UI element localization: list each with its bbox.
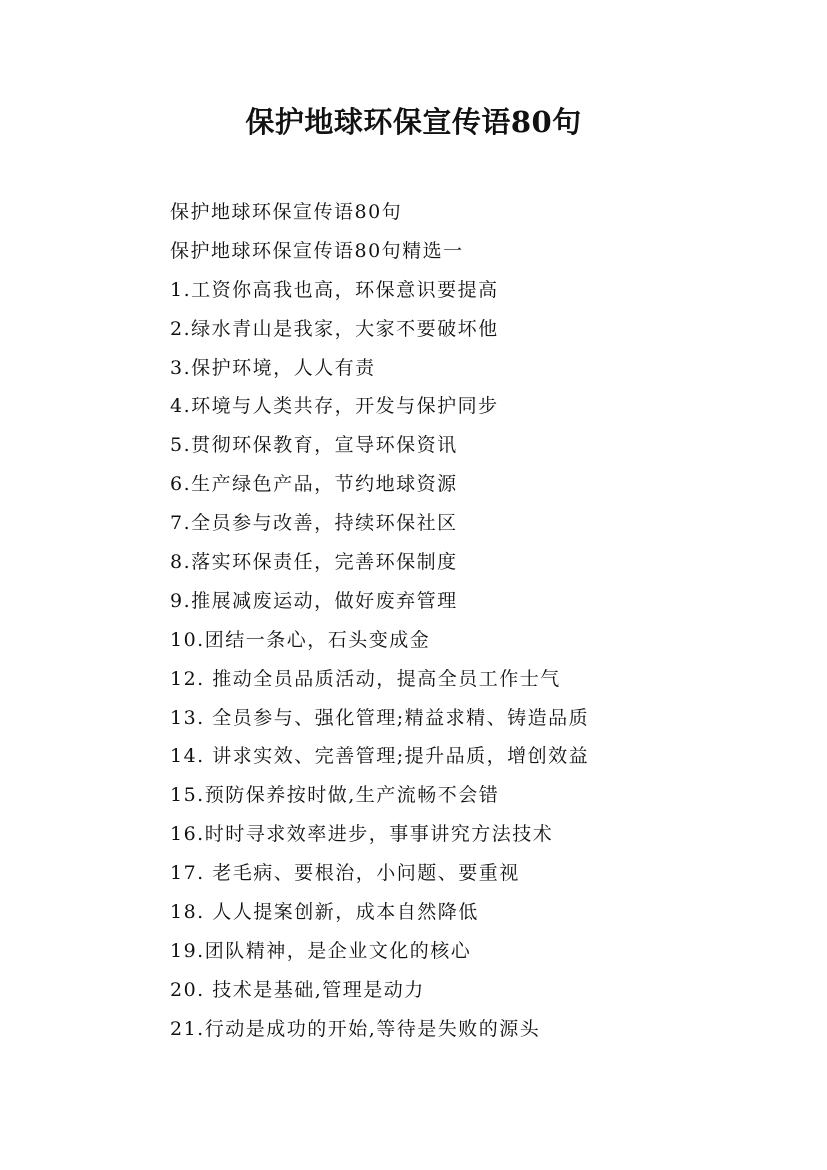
text-line: 16.时时寻求效率进步，事事讲究方法技术	[170, 823, 554, 846]
text-line: 12. 推动全员品质活动，提高全员工作士气	[170, 667, 561, 690]
text-line: 8.落实环保责任，完善环保制度	[170, 551, 458, 574]
text-line: 3.保护环境，人人有责	[170, 356, 376, 379]
text-line: 15.预防保养按时做,生产流畅不会错	[170, 784, 500, 807]
text-line: 7.全员参与改善，持续环保社区	[170, 512, 458, 535]
text-line: 2.绿水青山是我家，大家不要破坏他	[170, 317, 499, 340]
text-line: 13. 全员参与、强化管理;精益求精、铸造品质	[170, 706, 590, 729]
text-line: 保护地球环保宣传语80句精选一	[170, 239, 464, 262]
text-line: 17. 老毛病、要根治，小问题、要重视	[170, 862, 520, 885]
text-line: 21.行动是成功的开始,等待是失败的源头	[170, 1017, 541, 1040]
text-line: 4.环境与人类共存，开发与保护同步	[170, 395, 499, 418]
text-line: 19.团队精神，是企业文化的核心	[170, 939, 472, 962]
text-line: 保护地球环保宣传语80句	[170, 201, 403, 223]
document-body	[170, 197, 800, 1053]
text-line: 20. 技术是基础,管理是动力	[170, 978, 425, 1001]
text-line: 14. 讲求实效、完善管理;提升品质，增创效益	[170, 745, 590, 768]
document-title: 保护地球环保宣传语80句	[245, 105, 582, 139]
text-line: 9.推展减废运动，做好废弃管理	[170, 589, 458, 612]
text-line: 1.工资你高我也高，环保意识要提高	[170, 278, 499, 301]
text-line: 10.团结一条心，石头变成金	[170, 628, 431, 651]
text-line: 6.生产绿色产品，节约地球资源	[170, 473, 458, 496]
text-line: 18. 人人提案创新，成本自然降低	[170, 901, 479, 924]
text-line: 5.贯彻环保教育，宣导环保资讯	[170, 434, 458, 457]
